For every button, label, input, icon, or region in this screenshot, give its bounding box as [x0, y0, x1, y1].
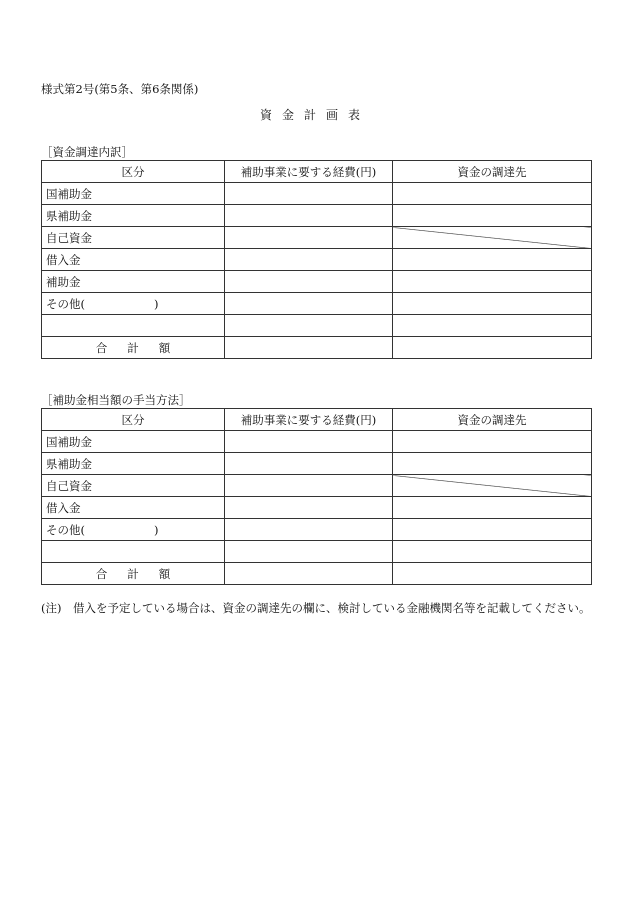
subsidy-method-table: [41, 408, 592, 585]
total-row: [42, 563, 592, 585]
table-row: [42, 205, 592, 227]
table-row: [42, 227, 592, 249]
row-label: 借入金: [42, 497, 225, 519]
total-label-part: 合: [95, 340, 108, 355]
table-row: [42, 249, 592, 271]
table-row: [42, 475, 592, 497]
expense-cell[interactable]: [225, 271, 393, 293]
source-cell[interactable]: [393, 271, 592, 293]
expense-cell[interactable]: [225, 453, 393, 475]
expense-cell[interactable]: [225, 475, 393, 497]
table-row: [42, 271, 592, 293]
table-header-row: [42, 161, 592, 183]
expense-cell[interactable]: [225, 205, 393, 227]
row-label[interactable]: [42, 315, 225, 337]
source-cell-struck: [393, 227, 592, 249]
total-row: [42, 337, 592, 359]
total-label-part: 合: [95, 566, 108, 581]
header-source: 資金の調達先: [393, 409, 592, 431]
fund-sources-table: [41, 160, 592, 359]
expense-cell[interactable]: [225, 293, 393, 315]
expense-cell[interactable]: [225, 431, 393, 453]
source-cell[interactable]: [393, 541, 592, 563]
table-row: [42, 293, 592, 315]
source-cell[interactable]: [393, 293, 592, 315]
row-label[interactable]: [42, 541, 225, 563]
row-label: 国補助金: [42, 183, 225, 205]
expense-cell[interactable]: [225, 519, 393, 541]
total-source-cell[interactable]: [393, 563, 592, 585]
expense-cell[interactable]: [225, 249, 393, 271]
table-row: [42, 315, 592, 337]
footnote: (注) 借入を予定している場合は、資金の調達先の欄に、検討している金融機関名等を記載してください。: [41, 601, 591, 615]
header-expense: 補助事業に要する経費(円): [225, 409, 393, 431]
row-label: 借入金: [42, 249, 225, 271]
row-label: 補助金: [42, 271, 225, 293]
header-category: 区分: [42, 409, 225, 431]
row-label: その他( ): [42, 519, 225, 541]
table-row: [42, 519, 592, 541]
total-label: [42, 337, 225, 359]
source-cell[interactable]: [393, 431, 592, 453]
source-cell[interactable]: [393, 183, 592, 205]
row-label: 国補助金: [42, 431, 225, 453]
header-expense: 補助事業に要する経費(円): [225, 161, 393, 183]
expense-cell[interactable]: [225, 315, 393, 337]
table-row: [42, 183, 592, 205]
source-cell[interactable]: [393, 519, 592, 541]
source-cell[interactable]: [393, 205, 592, 227]
source-cell[interactable]: [393, 453, 592, 475]
total-source-cell[interactable]: [393, 337, 592, 359]
header-source: 資金の調達先: [393, 161, 592, 183]
total-label-part: 計: [127, 340, 139, 355]
expense-cell[interactable]: [225, 227, 393, 249]
source-cell[interactable]: [393, 497, 592, 519]
expense-cell[interactable]: [225, 497, 393, 519]
total-label: [42, 563, 225, 585]
total-expense-cell[interactable]: [225, 337, 393, 359]
total-label-part: 額: [158, 566, 171, 581]
header-category: 区分: [42, 161, 225, 183]
table-row: [42, 453, 592, 475]
total-label-part: 計: [127, 566, 139, 581]
row-label: その他( ): [42, 293, 225, 315]
form-number: 様式第2号(第5条、第6条関係): [41, 82, 199, 96]
table-row: [42, 497, 592, 519]
row-label: 自己資金: [42, 227, 225, 249]
table-header-row: [42, 409, 592, 431]
total-expense-cell[interactable]: [225, 563, 393, 585]
row-label: 県補助金: [42, 453, 225, 475]
row-label: 県補助金: [42, 205, 225, 227]
table-row: [42, 431, 592, 453]
expense-cell[interactable]: [225, 541, 393, 563]
document-title: 資金計画表: [259, 108, 370, 122]
section-label-subsidy-method: ［補助金相当額の手当方法］: [41, 393, 191, 407]
source-cell[interactable]: [393, 249, 592, 271]
total-label-part: 額: [158, 340, 171, 355]
row-label: 自己資金: [42, 475, 225, 497]
source-cell-struck: [393, 475, 592, 497]
expense-cell[interactable]: [225, 183, 393, 205]
source-cell[interactable]: [393, 315, 592, 337]
table-row: [42, 541, 592, 563]
section-label-fund-sources: ［資金調達内訳］: [41, 145, 133, 159]
